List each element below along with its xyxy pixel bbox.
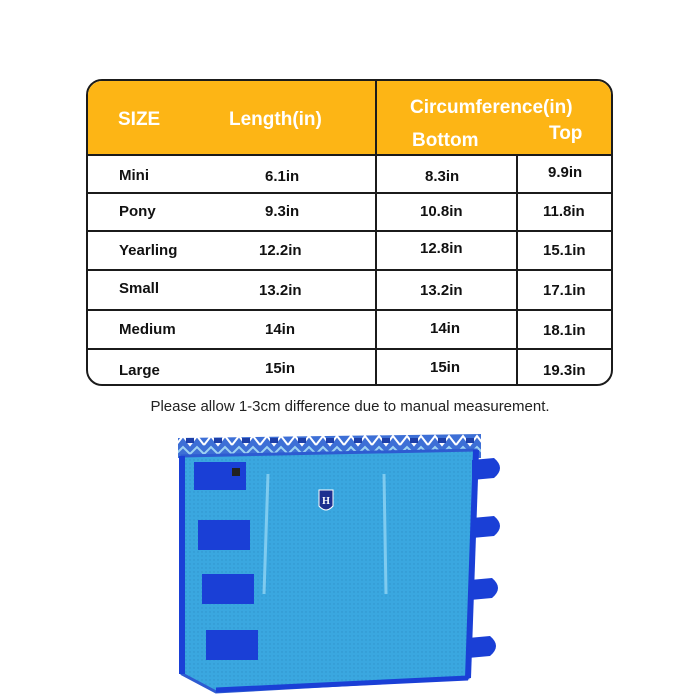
velcro-strap [198,520,250,550]
size-chart-table [86,79,613,386]
velcro-strap [468,636,496,658]
cell-size: Large [119,362,160,379]
cell-length: 12.2in [259,242,302,259]
header-length: Length(in) [229,109,322,130]
header-circumference: Circumference(in) [410,97,573,118]
velcro-strap [206,630,258,660]
cell-bottom: 14in [430,320,461,337]
row-divider [88,348,611,350]
leg-wrap-product-image [176,434,506,696]
cell-length: 6.1in [265,168,300,185]
velcro-strap [472,516,500,538]
cell-size: Mini [119,167,149,184]
measurement-note: Please allow 1-3cm difference due to manual measurement. [150,398,550,415]
cell-top: 15.1in [543,242,586,259]
cell-size: Small [119,280,160,297]
cell-length: 9.3in [265,203,300,220]
row-divider [88,154,611,156]
cell-bottom: 12.8in [420,240,463,257]
cell-size: Pony [119,203,156,220]
cell-top: 11.8in [543,203,585,220]
cell-length: 14in [265,321,296,338]
cell-size: Medium [119,321,176,338]
brand-logo-letter: H [322,496,330,507]
header-top: Top [549,123,583,144]
row-divider [88,192,611,194]
cell-length: 13.2in [259,282,302,299]
cell-top: 9.9in [548,164,583,181]
velcro-strap [202,574,254,604]
header-bottom: Bottom [412,130,479,151]
row-divider [88,269,611,271]
cell-bottom: 15in [430,359,461,376]
velcro-strap [472,458,500,480]
column-divider [516,154,518,386]
cell-top: 18.1in [543,322,586,339]
cell-top: 17.1in [543,282,586,299]
cell-bottom: 10.8in [420,203,463,220]
cell-bottom: 13.2in [420,282,463,299]
velcro-strap [470,578,498,600]
row-divider [88,309,611,311]
cell-bottom: 8.3in [425,168,460,185]
cell-length: 15in [265,360,296,377]
column-divider [375,81,377,386]
header-size: SIZE [118,109,161,130]
row-divider [88,230,611,232]
cell-top: 19.3in [543,362,586,379]
cell-size: Yearling [119,242,178,259]
